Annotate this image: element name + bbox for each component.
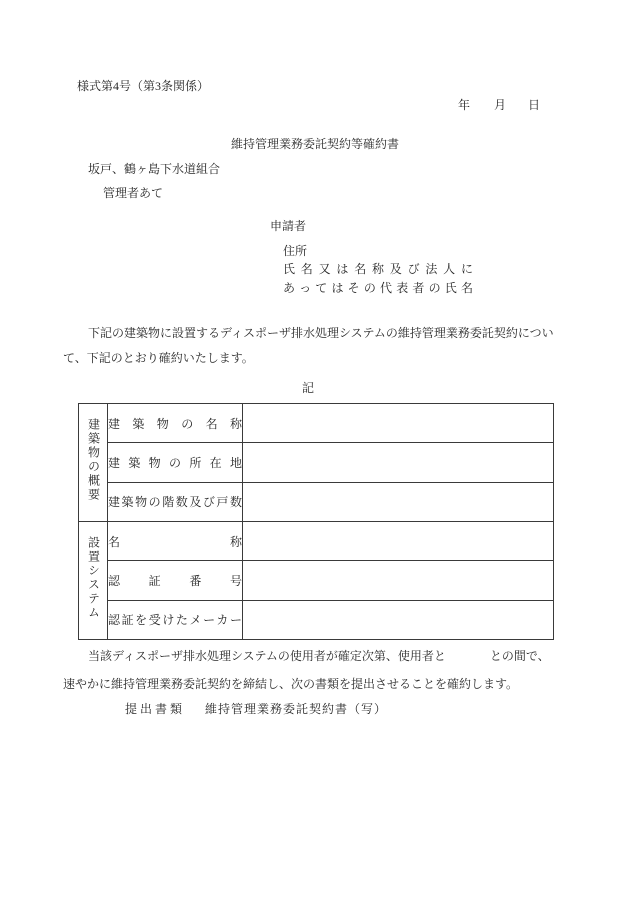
applicant-name-label-line1: 氏名又は名称及び法人に	[283, 262, 473, 276]
date-year-label: 年	[458, 98, 471, 112]
label-building-location: 建築物の所在地	[108, 443, 243, 482]
table-row	[79, 600, 554, 639]
group-header-building	[79, 404, 108, 522]
label-certified-maker: 認証を受けたメーカー	[108, 600, 243, 639]
label-certification-number: 認証番号	[108, 561, 243, 600]
value-building-floors-units	[243, 482, 554, 521]
applicant-heading: 申請者	[270, 219, 307, 233]
value-building-location	[243, 443, 554, 482]
closing-line1	[88, 648, 550, 664]
pledge-line2: て、下記のとおり確約いたします。	[63, 351, 254, 365]
value-building-name	[243, 404, 554, 443]
form-number: 様式第4号（第3条関係）	[77, 79, 210, 93]
closing-line1-after: との間で、	[489, 649, 550, 663]
table-row	[79, 482, 554, 521]
addressee-to: 管理者あて	[103, 186, 164, 200]
label-building-floors-units: 建築物の階数及び戸数	[108, 482, 243, 521]
label-system-name: 名称	[108, 521, 243, 560]
closing-line2: 速やかに維持管理業務委託契約を締結し、次の書類を提出させることを確約します。	[63, 677, 519, 691]
label-building-name: 建築物の名称	[108, 404, 243, 443]
date-day-label: 日	[528, 98, 541, 112]
applicant-name-label-line2: あってはその代表者の氏名	[283, 281, 473, 295]
documents-line	[125, 701, 387, 717]
document-title: 維持管理業務委託契約等確約書	[230, 137, 399, 151]
closing-line1-before: 当該ディスポーザ排水処理システムの使用者が確定次第、使用者と	[88, 649, 446, 663]
documents-label: 提出書類	[125, 702, 186, 716]
table-row	[79, 443, 554, 482]
summary-table	[78, 403, 554, 640]
table-row	[79, 404, 554, 443]
value-system-name	[243, 521, 554, 560]
documents-value: 維持管理業務委託契約書（写）	[205, 702, 388, 716]
addressee-org: 坂戸、鶴ヶ島下水道組合	[88, 162, 221, 176]
date-month-label: 月	[494, 98, 507, 112]
group-header-system-label: 設置システム	[86, 536, 101, 621]
applicant-address-label: 住所	[283, 244, 308, 258]
table-row	[79, 561, 554, 600]
date-line	[458, 97, 540, 113]
group-header-system	[79, 521, 108, 639]
pledge-line1: 下記の建築物に設置するディスポーザ排水処理システムの維持管理業務委託契約につい	[88, 326, 554, 340]
ki-label: 記	[302, 381, 315, 395]
group-header-building-label: 建築物の概要	[86, 418, 101, 503]
value-certification-number	[243, 561, 554, 600]
value-certified-maker	[243, 600, 554, 639]
table-row	[79, 521, 554, 560]
